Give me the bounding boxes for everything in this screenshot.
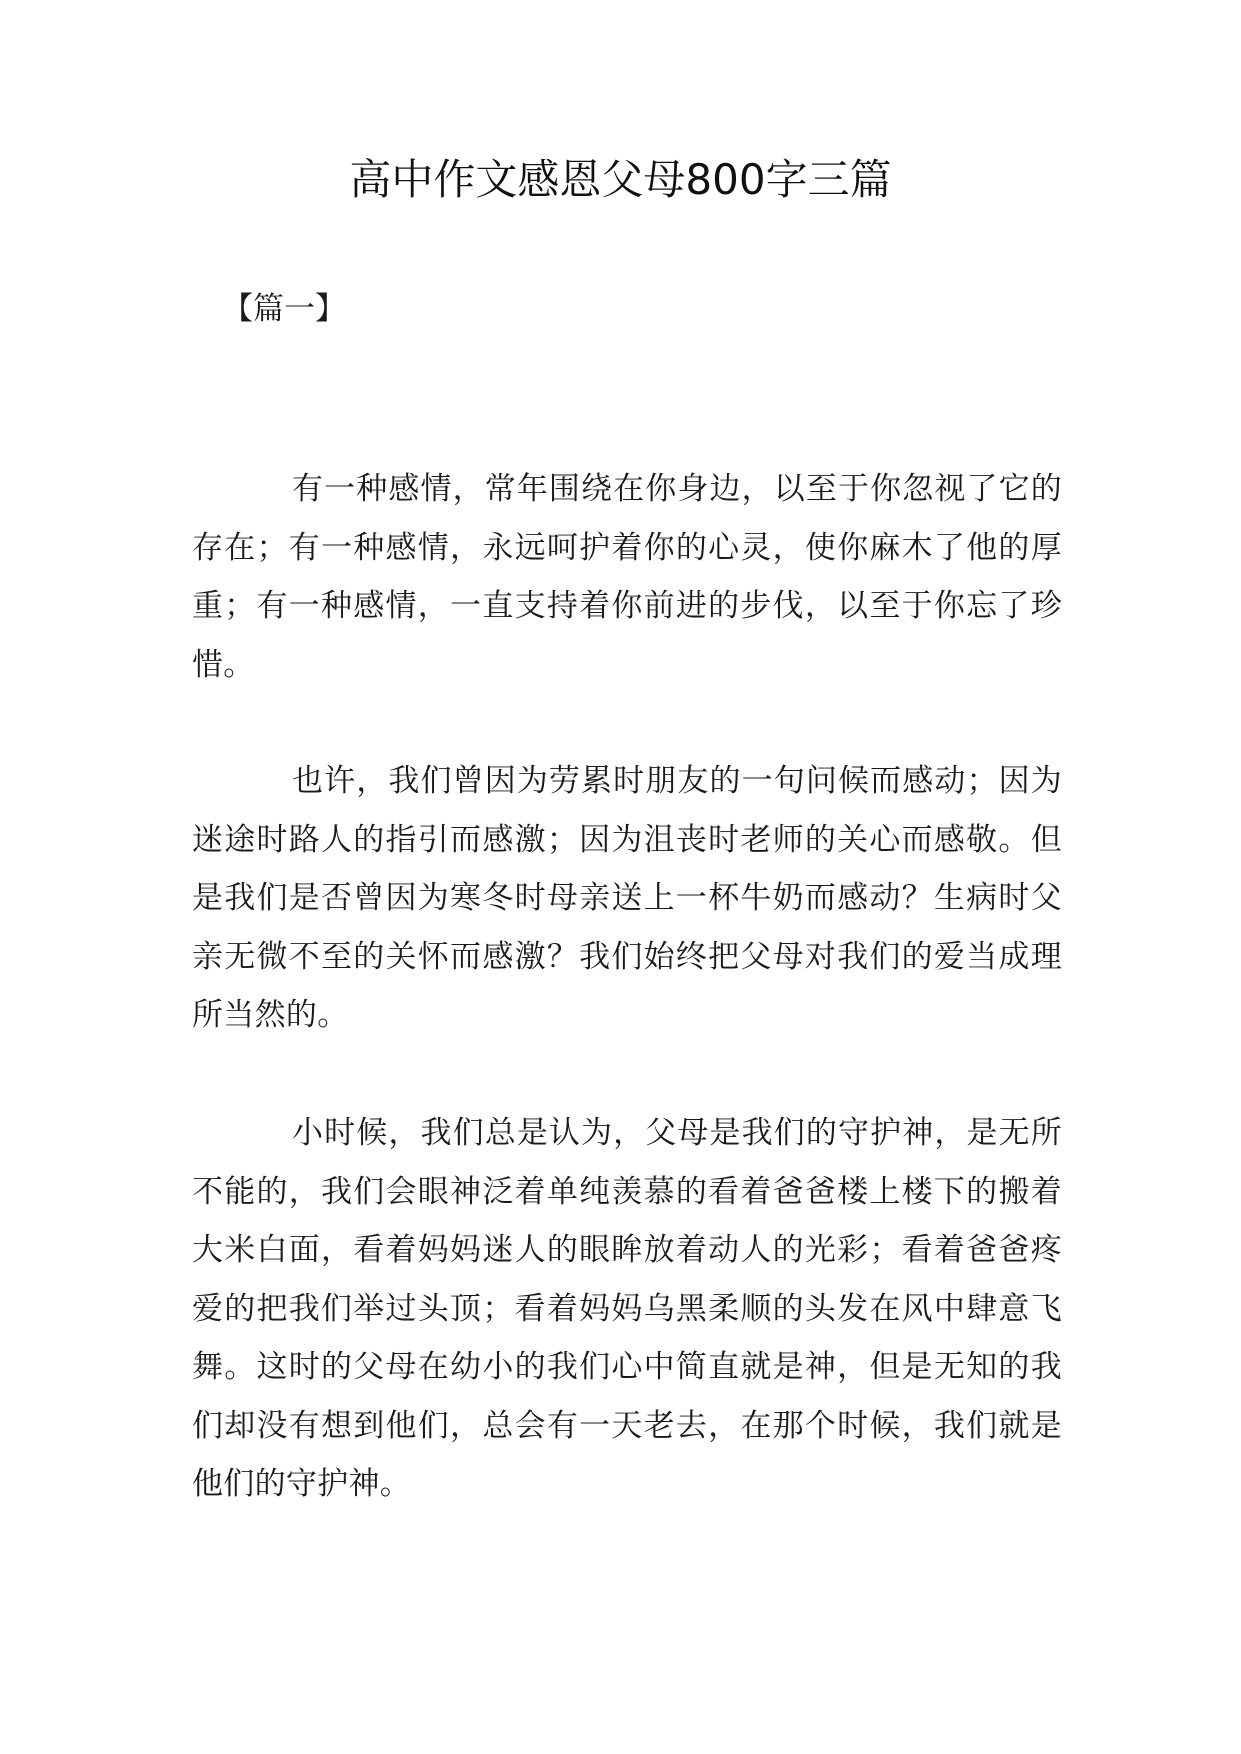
paragraph-2: 也许，我们曾因为劳累时朋友的一句问候而感动；因为迷途时路人的指引而感激；因为沮丧时老师的关心而感敬。但是我们是否曾因为寒冬时母亲送上一杯牛奶而感动？生病时父亲无微不至的关怀而感激？我们始终把父母对我们的爱当成理所当然的。 [192,763,1062,1033]
document-title: 高中作文感恩父母800字三篇 [349,155,892,204]
section-label: 【篇一】 [222,291,346,327]
paragraph-3: 小时候，我们总是认为，父母是我们的守护神，是无所不能的，我们会眼神泛着单纯羡慕的看着爸爸楼上楼下的搬着大米白面，看着妈妈迷人的眼眸放着动人的光彩；看着爸爸疼爱的把我们举过头顶；看着妈妈乌黑柔顺的头发在风中肆意飞舞。这时的父母在幼小的我们心中简直就是神，但是无知的我们却没有想到他们，总会有一天老去，在那个时候，我们就是他们的守护神。 [192,1115,1062,1502]
paragraph-1: 有一种感情，常年围绕在你身边，以至于你忽视了它的存在；有一种感情，永远呵护着你的心灵，使你麻木了他的厚重；有一种感情，一直支持着你前进的步伐，以至于你忘了珍惜。 [192,471,1062,683]
